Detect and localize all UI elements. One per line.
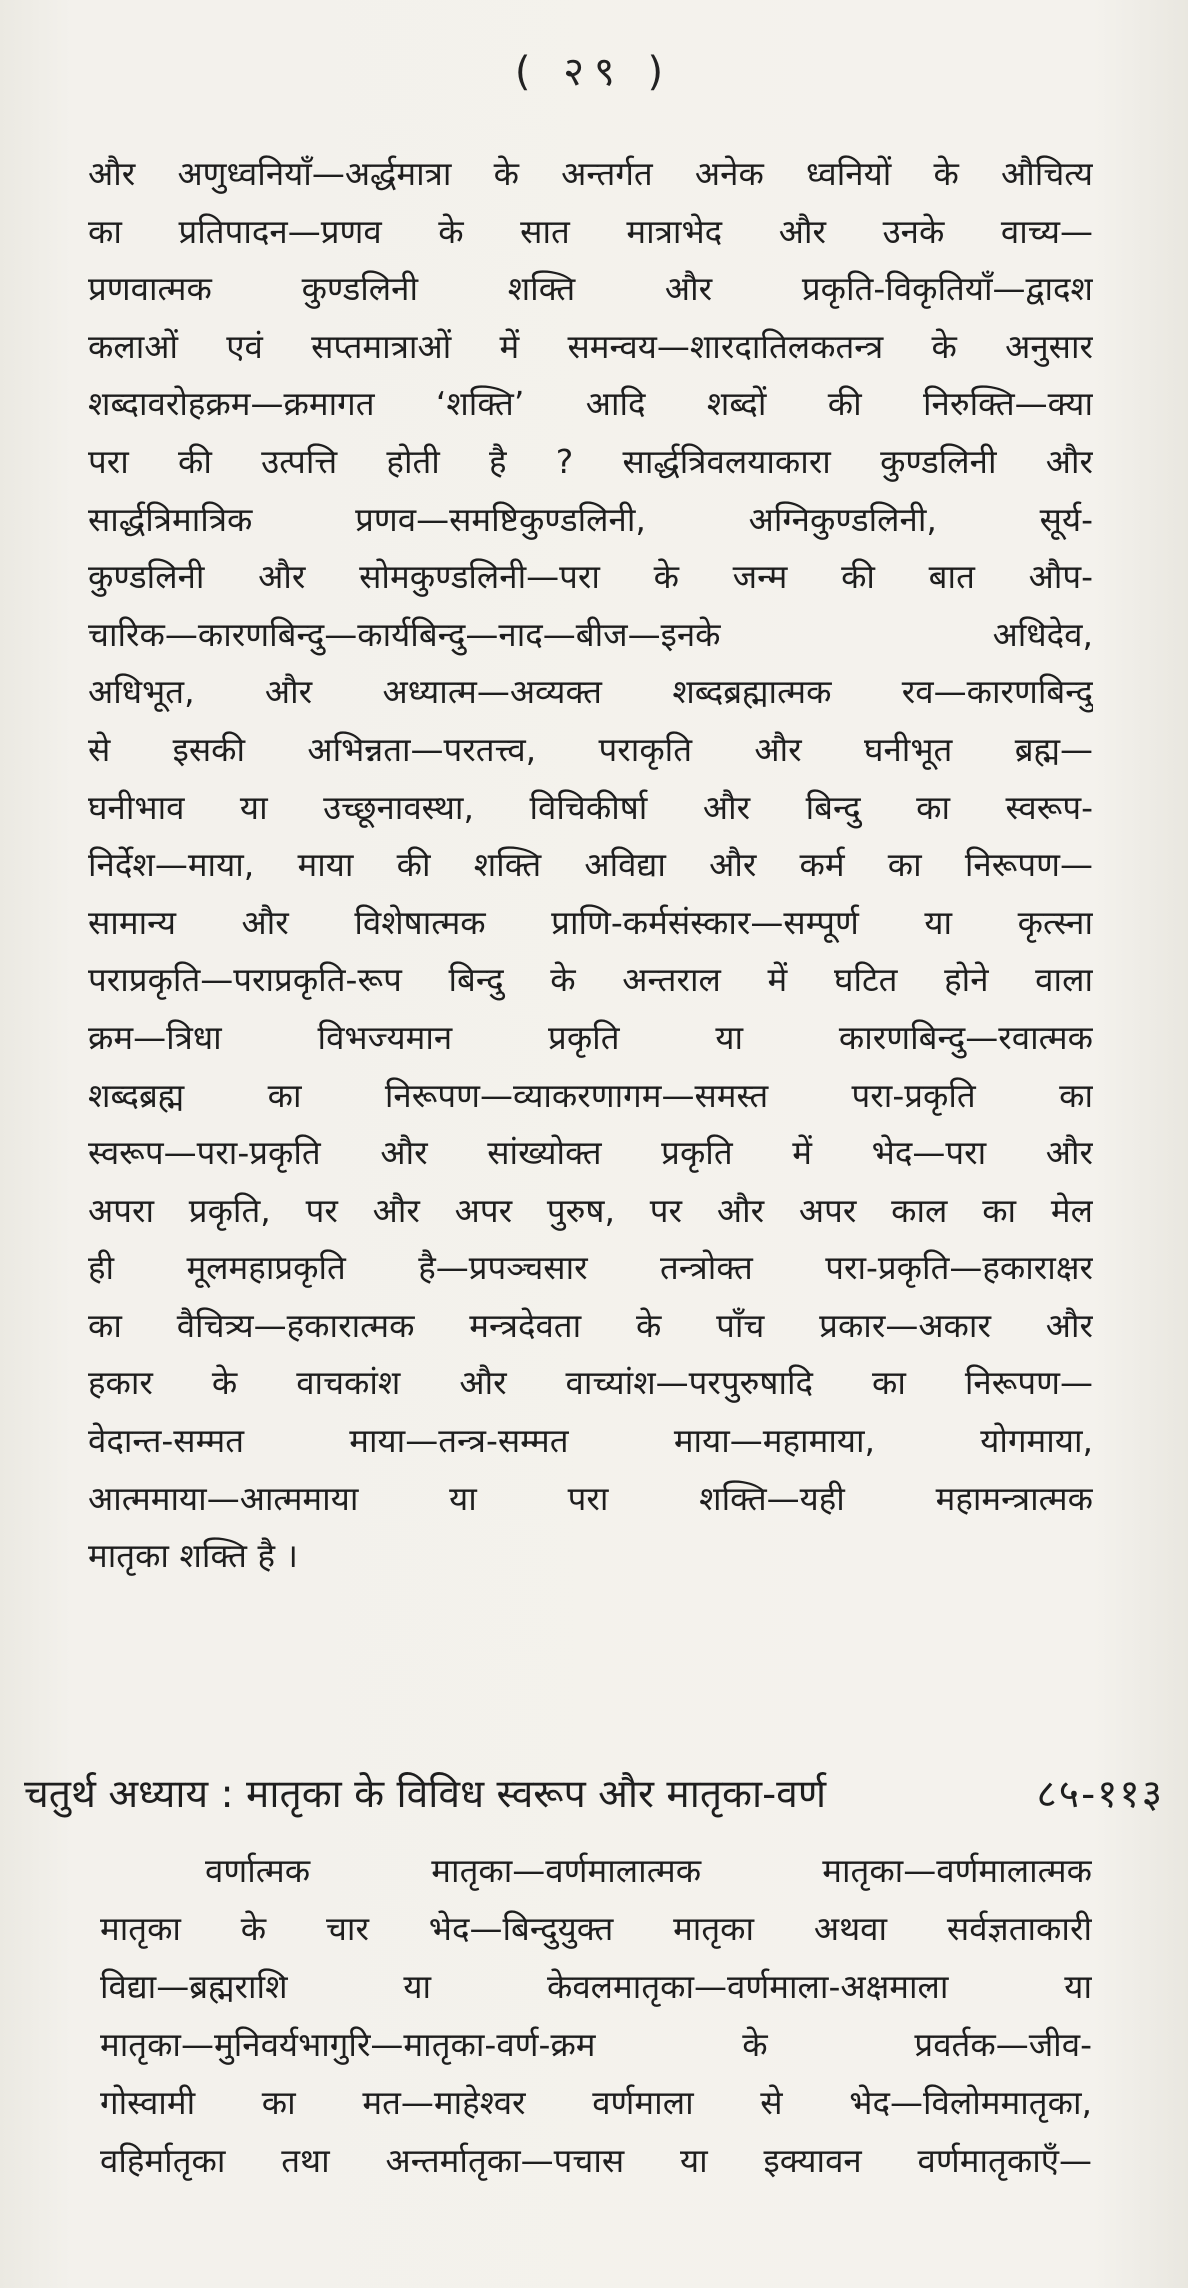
text-line: परा की उत्पत्ति होती है ? सार्द्धत्रिवलयाकारा कुण्डलिनी और <box>88 441 1093 481</box>
text-line: शब्दब्रह्म का निरूपण—व्याकरणागम—समस्त परा-प्रकृति का <box>88 1075 1093 1115</box>
chapter-heading <box>24 1760 1164 1830</box>
text-line: हकार के वाचकांश और वाच्यांश—परपुरुषादि का निरूपण— <box>88 1363 1093 1403</box>
text-line: और अणुध्वनियाँ—अर्द्धमात्रा के अन्तर्गत अनेक ध्वनियों के औचित्य <box>88 154 1093 193</box>
text-line: मातृका शक्ति है । <box>88 1536 298 1576</box>
text-line: सामान्य और विशेषात्मक प्राणि-कर्मसंस्कार—सम्पूर्ण या कृत्स्ना <box>88 902 1093 942</box>
text-line: कुण्डलिनी और सोमकुण्डलिनी—परा के जन्म की बात औप- <box>88 557 1093 597</box>
text-line: क्रम—त्रिधा विभज्यमान प्रकृति या कारणबिन्दु—रवात्मक <box>88 1017 1093 1057</box>
text-line: का प्रतिपादन—प्रणव के सात मात्राभेद और उनके वाच्य— <box>88 211 1093 251</box>
text-line: शब्दावरोहक्रम—क्रमागत ‘शक्ति’ आदि शब्दों की निरुक्ति—क्या <box>88 384 1093 424</box>
text-line: प्रणवात्मक कुण्डलिनी शक्ति और प्रकृति-विकृतियाँ—द्वादश <box>88 269 1093 309</box>
text-line: आत्ममाया—आत्ममाया या परा शक्ति—यही महामन्त्रात्मक <box>88 1478 1093 1518</box>
text-line: सार्द्धत्रिमात्रिक प्रणव—समष्टिकुण्डलिनी, अग्निकुण्डलिनी, सूर्य- <box>88 499 1093 539</box>
text-line: अधिभूत, और अध्यात्म—अव्यक्त शब्दब्रह्मात्मक रव—कारणबिन्दु <box>88 672 1093 712</box>
text-line: ही मूलमहाप्रकृति है—प्रपञ्चसार तन्त्रोक्त परा-प्रकृति—हकाराक्षर <box>88 1248 1093 1288</box>
text-line: गोस्वामी का मत—माहेश्वर वर्णमाला से भेद—विलोममातृका, <box>100 2083 1092 2122</box>
text-line: विद्या—ब्रह्मराशि या केवलमातृका—वर्णमाला-अक्षमाला या <box>100 1967 1092 2006</box>
chapter-title: चतुर्थ अध्याय : मातृका के विविध स्वरूप और मातृका-वर्ण <box>24 1772 827 1817</box>
text-line: स्वरूप—परा-प्रकृति और सांख्योक्त प्रकृति में भेद—परा और <box>88 1133 1093 1173</box>
text-line: अपरा प्रकृति, पर और अपर पुरुष, पर और अपर काल का मेल <box>88 1190 1093 1230</box>
text-line: निर्देश—माया, माया की शक्ति अविद्या और कर्म का निरूपण— <box>88 845 1093 885</box>
chapter-page-range: ८५-११३ <box>1036 1772 1164 1817</box>
text-line: मातृका के चार भेद—बिन्दुयुक्त मातृका अथवा सर्वज्ञताकारी <box>100 1909 1092 1948</box>
text-line: वर्णात्मक मातृका—वर्णमालात्मक मातृका—वर्णमालात्मक <box>205 1851 1092 1890</box>
text-line: का वैचित्र्य—हकारात्मक मन्त्रदेवता के पाँच प्रकार—अकार और <box>88 1305 1093 1345</box>
text-line: चारिक—कारणबिन्दु—कार्यबिन्दु—नाद—बीज—इनके अधिदेव, <box>88 614 1093 654</box>
text-line: वहिर्मातृका तथा अन्तर्मातृका—पचास या इक्यावन वर्णमातृकाएँ— <box>100 2141 1092 2180</box>
text-line: से इसकी अभिन्नता—परतत्त्व, पराकृति और घनीभूत ब्रह्म— <box>88 729 1093 769</box>
text-line: वेदान्त-सम्मत माया—तन्त्र-सम्मत माया—महामाया, योगमाया, <box>88 1421 1093 1461</box>
page-number: ( २९ ) <box>514 49 674 95</box>
text-line: घनीभाव या उच्छूनावस्था, विचिकीर्षा और बिन्दु का स्वरूप- <box>88 787 1093 827</box>
chapter-summary <box>100 1842 1092 2190</box>
text-line: पराप्रकृति—पराप्रकृति-रूप बिन्दु के अन्तराल में घटित होने वाला <box>88 960 1093 1000</box>
body-paragraph <box>88 145 1093 1585</box>
text-line: कलाओं एवं सप्तमात्राओं में समन्वय—शारदातिलकतन्त्र के अनुसार <box>88 326 1093 366</box>
text-line: मातृका—मुनिवर्यभागुरि—मातृका-वर्ण-क्रम के प्रवर्तक—जीव- <box>100 2025 1092 2064</box>
